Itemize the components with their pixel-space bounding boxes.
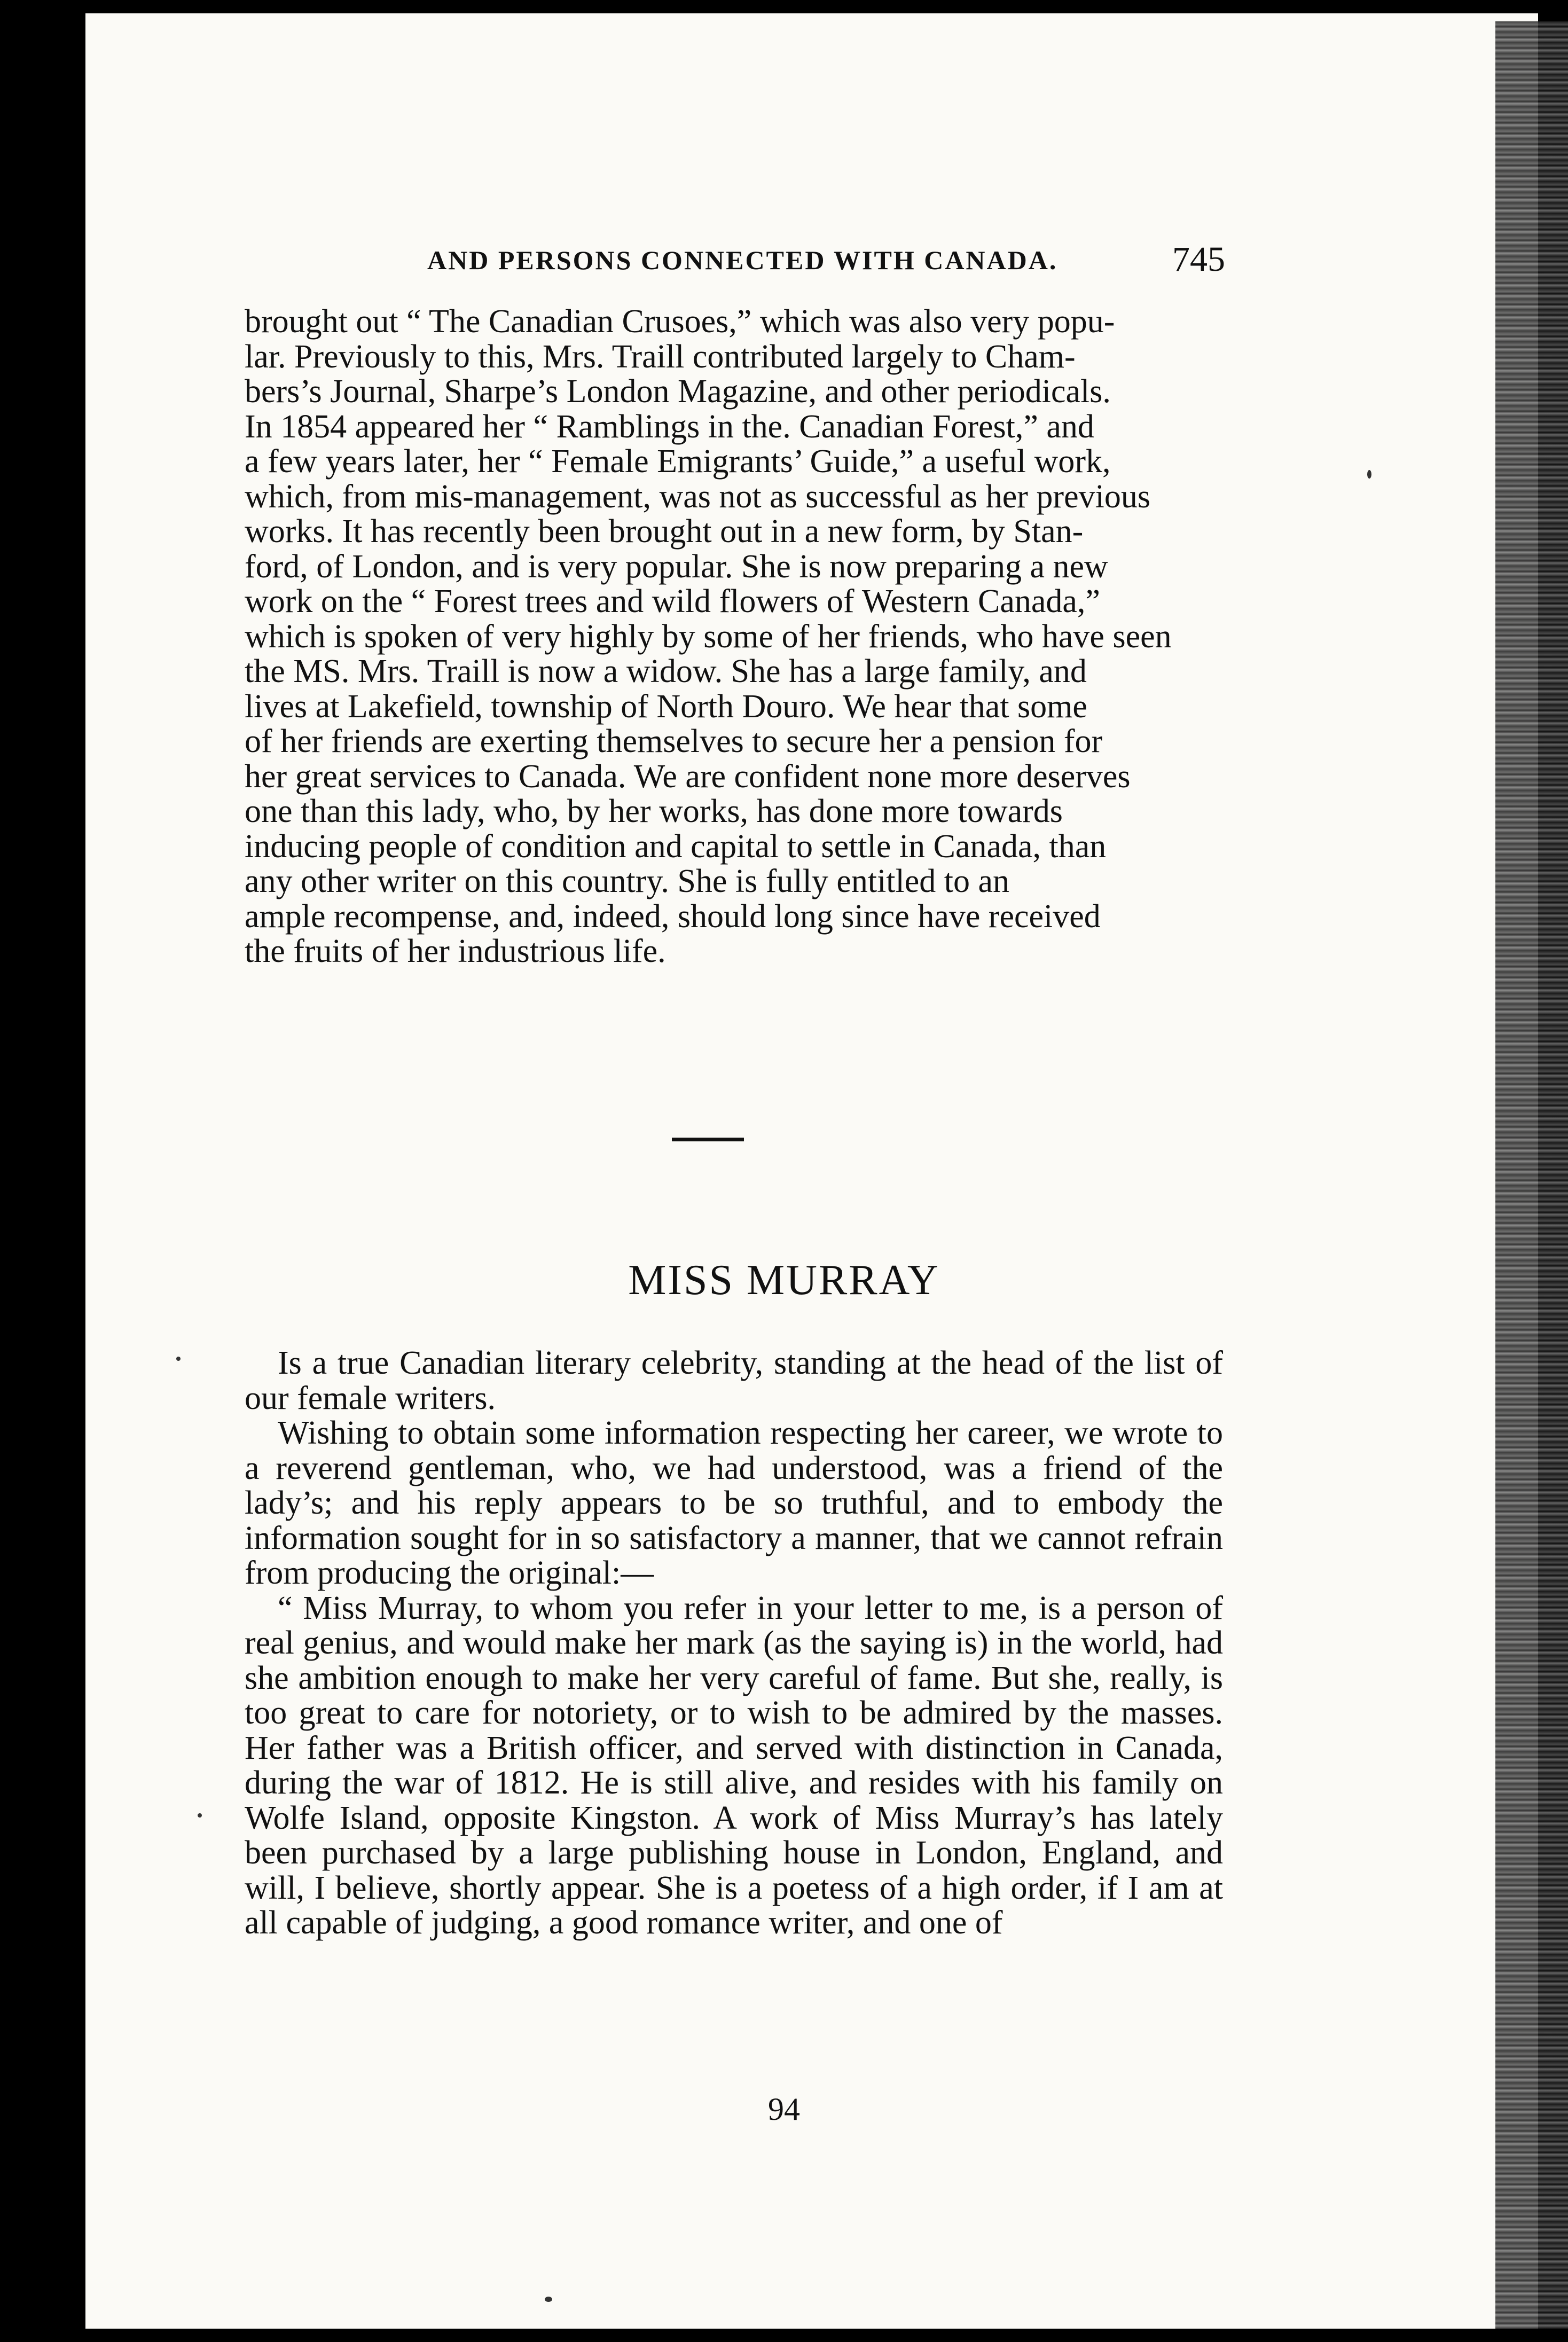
quoted-letter-paragraph: “ Miss Murray, to whom you refer in your letter to me, is a person of real genius, and would make her mark (as the saying is) in the world, had she ambition enough to make her very careful of fame. But she, really, is too great to care for notoriety, or to wish to be admired by the masses. Her father was a British officer, and served with distinction in Canada, during the war of 1812. He is still alive, and resides with his family on Wolfe Island, opposite Kingston. A work of Miss Murray’s has lately been purchased by a large publishing house in London, England, and will, I believe, shortly appear. She is a poetess of a high order, if I am at all capable of judging, a good romance writer, and one of — [245, 1589, 1223, 1941]
text-line: of her friends are exerting themselves to secure her a pension for — [245, 723, 1103, 759]
speck — [545, 2297, 552, 2302]
murray-section — [245, 1346, 1223, 1941]
text-line: a few years later, her “ Female Emigrants’ Guide,” a useful work, — [245, 443, 1111, 480]
speck — [198, 1813, 202, 1818]
text-line: inducing people of condition and capital to settle in Canada, than — [245, 828, 1107, 865]
running-head: AND PERSONS CONNECTED WITH CANADA. — [427, 245, 1058, 275]
section-title: MISS MURRAY — [628, 1257, 940, 1304]
text-line: which, from mis-management, was not as successful as her previous — [245, 478, 1150, 515]
text-line: one than this lady, who, by her works, has done more towards — [245, 793, 1063, 829]
page-number: 745 — [1172, 240, 1225, 279]
text-line: works. It has recently been brought out in a new form, by Stan- — [245, 513, 1084, 550]
text-line: ample recompense, and, indeed, should long since have received — [245, 898, 1101, 935]
text-line: lives at Lakefield, township of North Douro. We hear that some — [245, 688, 1087, 725]
text-line: brought out “ The Canadian Crusoes,” which was also very popu- — [245, 303, 1115, 340]
text-line: any other writer on this country. She is fully entitled to an — [245, 863, 1010, 899]
speck — [176, 1357, 181, 1361]
text-line: In 1854 appeared her “ Ramblings in the. Canadian Forest,” and — [245, 408, 1094, 445]
text-line: work on the “ Forest trees and wild flowers of Western Canada,” — [245, 583, 1100, 620]
text-line: ford, of London, and is very popular. She is now preparing a new — [245, 548, 1108, 585]
speck — [1367, 470, 1371, 479]
text-line: the MS. Mrs. Traill is now a widow. She has a large family, and — [245, 653, 1087, 690]
text-line: the fruits of her industrious life. — [245, 933, 666, 969]
text-line: bers’s Journal, Sharpe’s London Magazine, and other periodicals. — [245, 373, 1111, 410]
text-line: which is spoken of very highly by some of her friends, who have seen — [245, 618, 1172, 655]
paragraph: Wishing to obtain some information respecting her career, we wrote to a reverend gentleman, who, we had understood, was a friend of the lady’s; and his reply appears to be so truthful, and to embody the information sought for in so satisfactory a manner, that we cannot refrain from producing the original:— — [245, 1415, 1223, 1591]
text-line: lar. Previously to this, Mrs. Traill contributed largely to Cham- — [245, 338, 1076, 375]
text-line: her great services to Canada. We are confident none more deserves — [245, 758, 1131, 795]
section-divider — [672, 1138, 744, 1141]
signature-mark: 94 — [768, 2092, 800, 2127]
traill-paragraph — [245, 304, 1223, 969]
paragraph: Is a true Canadian literary celebrity, standing at the head of the list of our female writers. — [245, 1345, 1223, 1416]
